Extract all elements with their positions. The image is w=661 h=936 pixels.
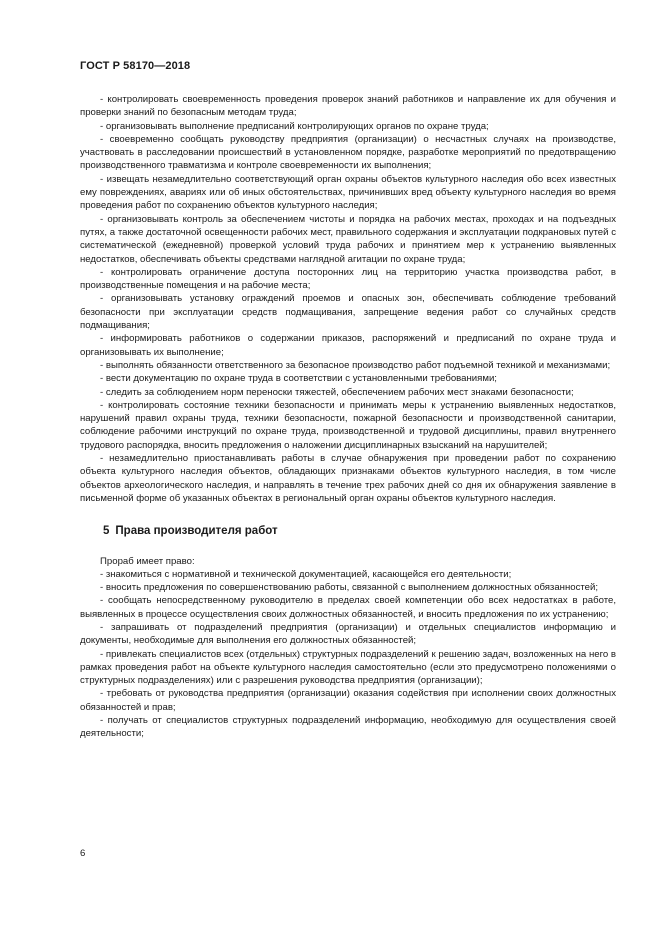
document-header: ГОСТ Р 58170—2018: [80, 60, 191, 72]
section-title: Права производителя работ: [115, 525, 278, 538]
rights-paragraph: - получать от специалистов структурных подразделений информацию, необходимую для осуществления своей деятельности;: [80, 715, 616, 740]
rights-paragraph: - требовать от руководства предприятия (организации) оказания содействия при исполнении своих должностных обязанностей и прав;: [80, 688, 616, 713]
duty-paragraph: - информировать работников о содержании приказов, распоряжений и предписаний по охране труда и организовывать их выполнение;: [80, 333, 616, 358]
rights-paragraph: - вносить предложения по совершенствованию работы, связанной с выполнением должностных обязанностей;: [100, 582, 599, 594]
duty-paragraph: - незамедлительно приостанавливать работы в случае обнаружения при проведении работ по сохранению объекта культурного наследия объектов, обладающих признаками объектов культурного наследия, в том числе объектов археологического наследия, и направлять в течение трех рабочих дней со дня их обнаружения заявление в письменной форме об указанных объектах в региональный орган охраны объектов культурного наследия.: [80, 453, 616, 504]
duty-paragraph: - своевременно сообщать руководству предприятия (организации) о несчастных случаях на производстве, участвовать в расследовании происшествий в установленном порядке, разработке мероприятий по предотвращению производственного травматизма и контроле своевременности их выполнения;: [80, 133, 616, 172]
duty-paragraph: - извещать незамедлительно соответствующий орган охраны объектов культурного наследия обо всех известных ему повреждениях, авариях или об иных обстоятельствах, причинивших вред объекту культурного наследия во время проведения работ по сохранению объектов культурного наследия;: [80, 173, 616, 212]
rights-paragraph: - знакомиться с нормативной и технической документацией, касающейся его деятельности;: [100, 568, 512, 580]
duty-paragraph: - вести документацию по охране труда в соответствии с установленными требованиями;: [100, 373, 497, 385]
duty-paragraph: - организовывать выполнение предписаний контролирующих органов по охране труда;: [100, 120, 489, 132]
duty-paragraph: - следить за соблюдением норм переноски тяжестей, обеспечением рабочих мест знаками безопасности;: [100, 386, 574, 398]
rights-paragraph: - сообщать непосредственному руководителю в пределах своей компетенции обо всех недостатках в работе, выявленных в процессе осуществления своих должностных обязанностей, и вносить предложения по их устранению;: [80, 595, 616, 620]
duty-paragraph: - организовывать установку ограждений проемов и опасных зон, обеспечивать соблюдение требований безопасности при эксплуатации средств подмащивания, запрещение ведения работ со случайных средств подмащивания;: [80, 293, 616, 332]
duty-paragraph: - организовывать контроль за обеспечением чистоты и порядка на рабочих местах, проходах и на подъездных путях, а также достаточной освещенности рабочих мест, правильного содержания и эксплуатации подкрановых путей с систематической (ежедневной) проверкой условий труда рабочих и принятием мер к устранению выявленных недостатков, обеспечивать объекты средствами наглядной агитации по охране труда;: [80, 213, 616, 265]
rights-paragraph: - запрашивать от подразделений предприятия (организации) и отдельных специалистов информацию и документы, необходимые для выполнения его должностных обязанностей;: [80, 621, 616, 647]
duty-paragraph: - контролировать состояние техники безопасности и принимать меры к устранению выявленных недостатков, нарушений правил охраны труда, техники безопасности, пожарной безопасности и производственной санитарии, соблюдение рабочими инструкций по охране труда, производственной и трудовой дисциплины, правил внутреннего трудового распорядка, вносить предложения о наложении дисциплинарных взысканий на нарушителей;: [80, 399, 616, 451]
duty-paragraph: - выполнять обязанности ответственного за безопасное производство работ подъемной техникой и механизмами;: [100, 359, 611, 371]
document-body: [80, 93, 616, 741]
rights-paragraph: - привлекать специалистов всех (отдельных) структурных подразделений к решению задач, возложенных на него в рамках проведения работ на объекте культурного наследия самостоятельно (если это предусмотрено положениями о структурных подразделениях) или с разрешения руководства предприятия (организации);: [80, 648, 616, 687]
section-intro: Прораб имеет право:: [100, 555, 195, 567]
duty-paragraph: - контролировать своевременность проведения проверок знаний работников и направление их для обучения и проверки знаний по безопасным методам труда;: [80, 94, 616, 119]
duty-paragraph: - контролировать ограничение доступа посторонних лиц на территорию участка производства работ, в производственные помещения и на рабочие места;: [80, 266, 616, 292]
section-number: 5: [103, 525, 110, 538]
page-number: 6: [80, 848, 86, 859]
section-heading: [80, 525, 616, 538]
